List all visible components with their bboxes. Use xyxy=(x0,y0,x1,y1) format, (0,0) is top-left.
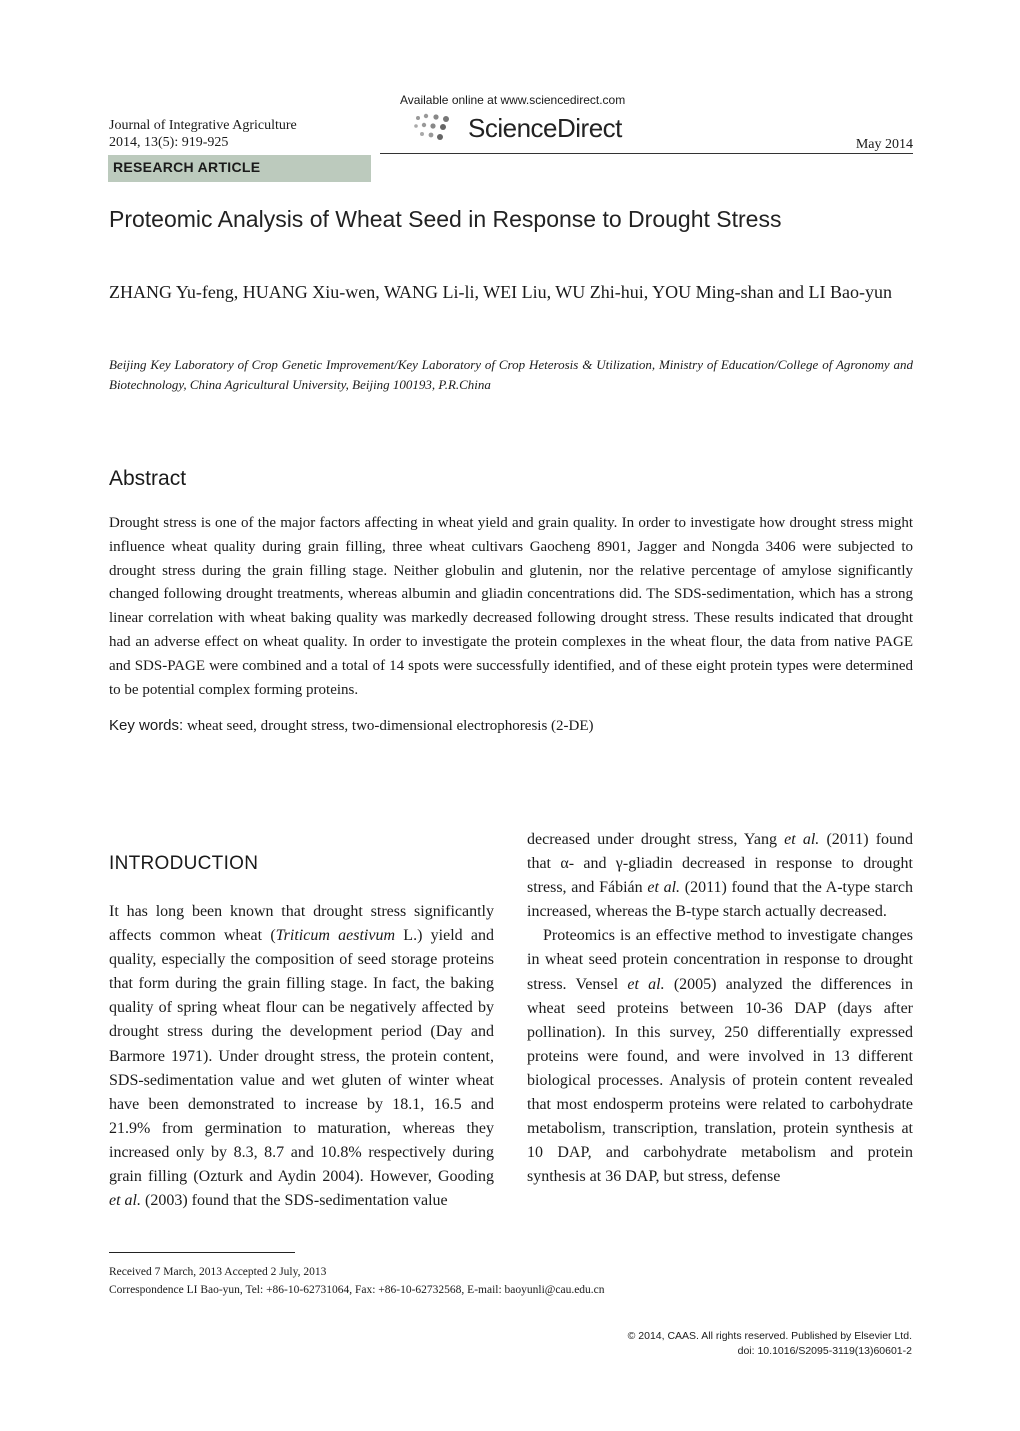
keywords-label: Key words: xyxy=(109,717,184,734)
issue-date: May 2014 xyxy=(855,137,913,152)
article-title: Proteomic Analysis of Wheat Seed in Response to Drought Stress xyxy=(109,206,782,232)
intro-paragraph: It has long been known that drought stress significantly affects common wheat (Triticum aestivum L.) yield and quality, especially the composition of seed storage proteins that form during the grain filling stage. In fact, the baking quality of spring wheat flour can be negatively affected by drought stress during the development period (Day and Barmore 1971). Under drought stress, the protein content, SDS-sedimentation value and wet gluten of winter wheat have been demonstrated to increase by 18.1, 16.5 and 21.9% from germination to maturation, whereas they increased only by 8.3, 8.7 and 10.8% respectively during grain filling (Ozturk and Aydin 2004). However, Gooding et al. (2003) found that the SDS-sedimentation value xyxy=(109,903,495,1210)
journal-info xyxy=(109,117,297,151)
doi-text: doi: 10.1016/S2095-3119(13)60601-2 xyxy=(737,1345,912,1357)
intro-paragraph: decreased under drought stress, Yang et al. (2011) found that α- and γ-gliadin decreased in response to drought stress, and Fábián et al. (2011) found that the A-type starch increased, whereas the B-type starch actually decreased. xyxy=(527,831,914,921)
keywords-text: wheat seed, drought stress, two-dimensional electrophoresis (2-DE) xyxy=(186,718,594,734)
intro-right-column xyxy=(527,828,913,1189)
abstract-heading: Abstract xyxy=(109,467,187,490)
journal-name: Journal of Integrative Agriculture xyxy=(109,118,297,133)
introduction-heading: INTRODUCTION xyxy=(109,853,259,874)
article-type-badge: RESEARCH ARTICLE xyxy=(108,155,371,182)
sciencedirect-dots-icon xyxy=(412,112,460,144)
copyright-text: © 2014, CAAS. All rights reserved. Published by Elsevier Ltd. xyxy=(627,1330,912,1342)
author-list: ZHANG Yu-feng, HUANG Xiu-wen, WANG Li-li, WEI Liu, WU Zhi-hui, YOU Ming-shan and LI Bao-yun xyxy=(109,282,893,302)
correspondence: Correspondence LI Bao-yun, Tel: +86-10-62731064, Fax: +86-10-62732568, E-mail: baoyunli@cau.edu.cn xyxy=(109,1284,605,1296)
available-online: Available online at www.sciencedirect.com xyxy=(400,93,626,107)
received-dates: Received 7 March, 2013 Accepted 2 July, 2013 xyxy=(109,1266,327,1278)
journal-citation: 2014, 13(5): 919-925 xyxy=(109,135,229,150)
sciencedirect-logo xyxy=(412,110,622,146)
copyright-block xyxy=(628,1329,912,1359)
sciencedirect-wordmark: ScienceDirect xyxy=(468,112,622,143)
intro-paragraph: Proteomics is an effective method to investigate changes in wheat seed protein concentration in response to drought stress. Vensel et al. (2005) analyzed the differences in wheat seed proteins between 10-36 DAP (days after pollination). In this survey, 250 differentially expressed proteins were found, and were involved in 13 different biological processes. Analysis of protein content revealed that most endosperm proteins were related to carbohydrate metabolism, transcription, translation, protein synthesis at 10 DAP, and carbohydrate metabolism and protein synthesis at 36 DAP, but stress, defense xyxy=(527,927,913,1186)
abstract-text: Drought stress is one of the major factors affecting in wheat yield and grain quality. In order to investigate how drought stress might influence wheat quality during grain filling, three wheat cultivars Gaocheng 8901, Jagger and Nongda 3406 were subjected to drought stress during the grain filling stage. Neither globulin and glutenin, nor the relative percentage of amylose significantly changed following drought treatments, whereas albumin and gliadin concentrations did. The SDS-sedimentation, which has a strong linear correlation with wheat baking quality was markedly decreased following drought stress. These results indicated that drought had an adverse effect on wheat quality. In order to investigate the protein complexes in the wheat flour, the data from native PAGE and SDS-PAGE were combined and a total of 14 spots were successfully identified, and of these eight protein types were determined to be potential complex forming proteins. xyxy=(109,515,913,698)
footnote-rule xyxy=(109,1252,295,1253)
keywords xyxy=(109,717,594,735)
affiliation: Beijing Key Laboratory of Crop Genetic Improvement/Key Laboratory of Crop Heterosis & Utilization, Ministry of Education/College of Agronomy and Biotechnology, China Agricultural University, Beijing 100193, P.R.China xyxy=(109,357,913,392)
intro-left-column xyxy=(109,900,494,1213)
header-rule xyxy=(380,153,913,154)
